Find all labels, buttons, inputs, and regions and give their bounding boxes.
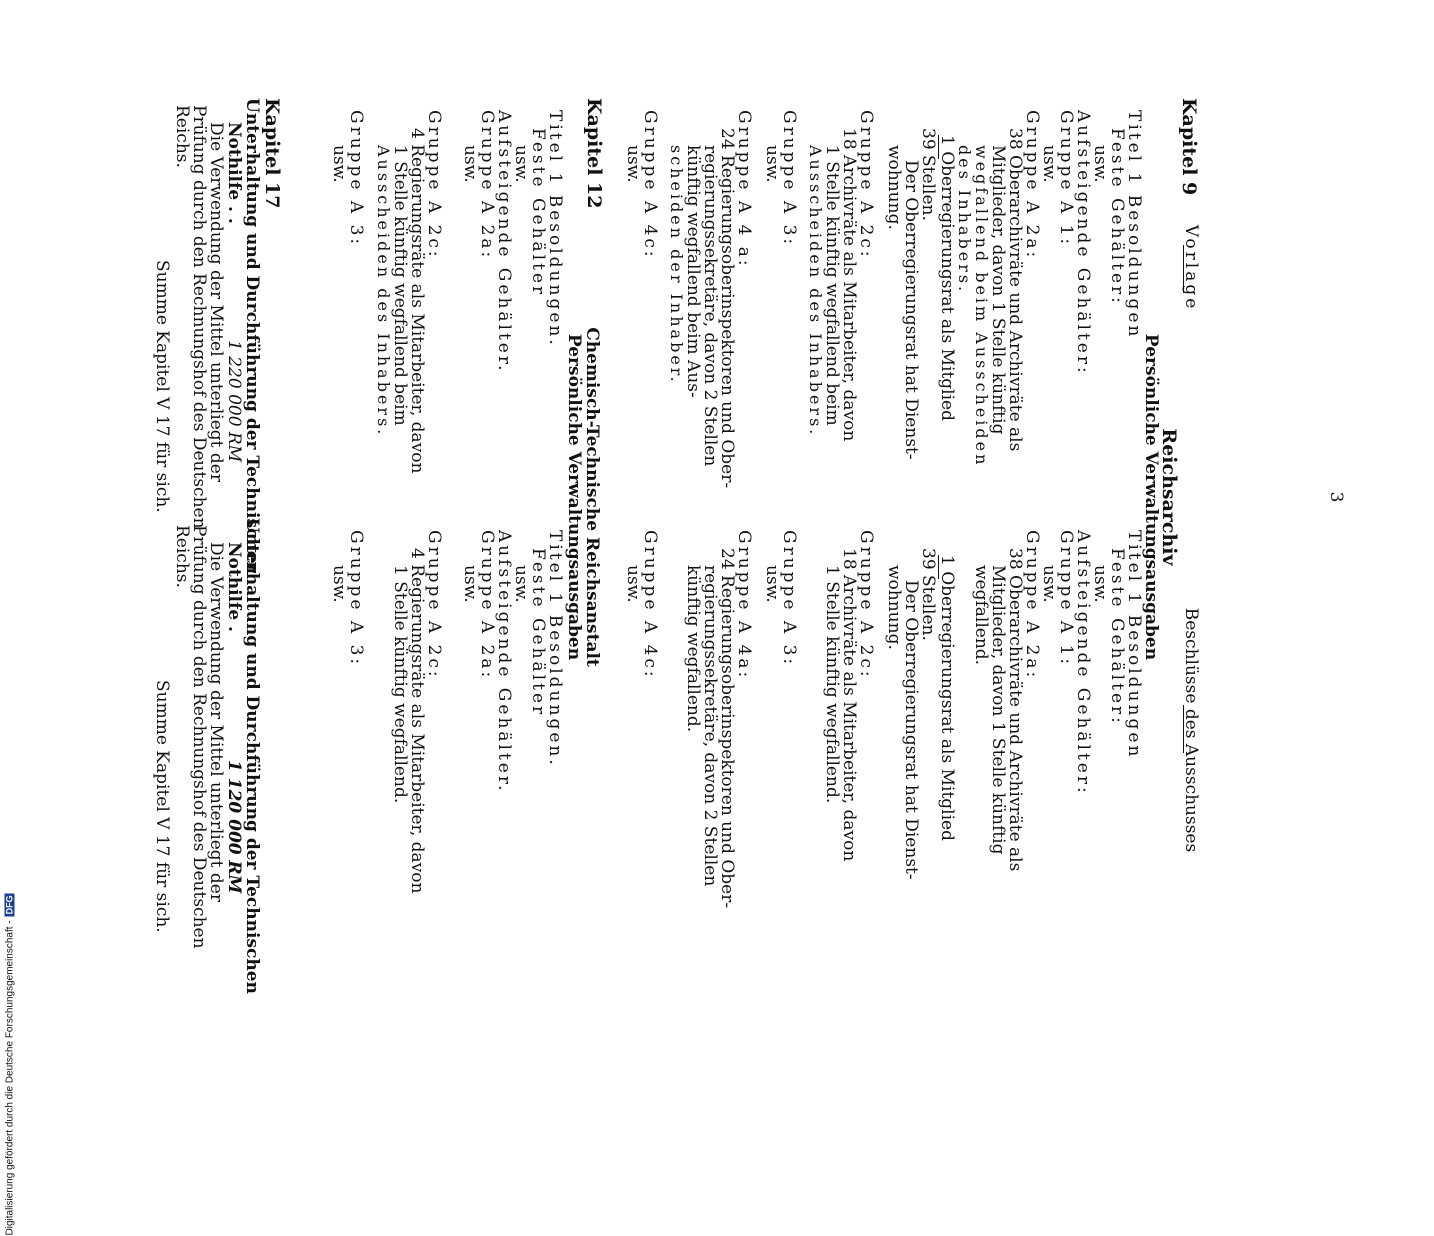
left-ch9-ga2a: Gruppe A 2a:	[1022, 110, 1042, 261]
left-ch9-usw1: usw.	[1090, 145, 1110, 183]
right-ch9-aufst: Aufsteigende Gehälter:	[1073, 530, 1093, 796]
right-ch9-ga1: Gruppe A 1:	[1056, 530, 1076, 668]
left-ch9-ga4a: Gruppe A 4 a:	[734, 110, 754, 269]
digitization-note: Digitalisierung gefördert durch die Deutsche Forschungsgemeinschaft -	[4, 920, 16, 1236]
right-ch12-ga3: Gruppe A 3:	[346, 530, 366, 668]
right-ch12-usw1: usw.	[511, 565, 531, 603]
left-ch9-ldw2: wohnung.	[884, 145, 904, 230]
right-ch9-usw2: usw.	[1039, 565, 1059, 603]
right-ch12-feste: Feste Gehälter	[528, 548, 548, 718]
kapitel-12-subtitle: Persönliche Verwaltungsausgaben	[564, 333, 584, 661]
left-ch9-l18b: 1 Stelle künftig wegfallend beim	[822, 145, 842, 426]
right-ch9-ga3: Gruppe A 3:	[779, 530, 799, 668]
left-ch9-ldw1: Der Oberregierungsrat hat Dienst-	[901, 160, 921, 460]
left-ch9-usw3: usw.	[762, 145, 782, 183]
right-ch9-l18b: 1 Stelle künftig wegfallend.	[822, 565, 842, 804]
left-column-heading: Vorlage	[1181, 224, 1201, 312]
kapitel-17-label: Kapitel 17	[261, 98, 283, 209]
left-ch12-ga2a: Gruppe A 2a:	[477, 110, 497, 261]
left-ch12-feste: Feste Gehälter	[528, 128, 548, 298]
right-ch17-l2a: Nothilfe .	[224, 542, 244, 632]
right-ch9-sum-rule	[938, 555, 939, 579]
left-ch9-sum-rule	[938, 135, 939, 159]
left-ch12-usw1: usw.	[511, 145, 531, 183]
right-ch17-l5: Reichs.	[172, 525, 192, 588]
left-ch9-titel: Titel 1 Besoldungen	[1124, 110, 1144, 340]
right-ch17-l1: Unterhaltung und Durchführung der Technischen	[242, 518, 262, 994]
left-ch17-l3: Die Verwendung der Mittel unterliegt der	[206, 122, 226, 482]
left-ch9-aufst: Aufsteigende Gehälter:	[1073, 110, 1093, 376]
left-ch9-l24a: 24 Regierungsoberinspektoren und Ober-	[717, 128, 737, 489]
right-ch12-titel: Titel 1 Besoldungen.	[545, 530, 565, 768]
right-ch17-sum: Summe Kapitel V 17 für sich.	[152, 680, 172, 933]
dfg-logo: DFG	[4, 895, 15, 915]
left-ch9-feste: Feste Gehälter:	[1107, 128, 1127, 306]
right-ch9-l1: 1 Oberregierungsrat als Mitglied	[937, 555, 957, 841]
left-ch9-l38b: Mitglieder, davon 1 Stelle künftig	[988, 145, 1008, 435]
right-ch9-l38b: Mitglieder, davon 1 Stelle künftig	[988, 565, 1008, 855]
left-ch17-l5: Reichs.	[172, 105, 192, 168]
left-ch12-usw2: usw.	[460, 145, 480, 183]
left-ch9-ga1: Gruppe A 1:	[1056, 110, 1076, 248]
left-ch12-l4c: Ausscheiden des Inhabers.	[374, 145, 393, 438]
left-ch9-l38d: des Inhabers.	[955, 145, 974, 295]
right-ch9-l39: 39 Stellen.	[918, 548, 938, 641]
kapitel-12-title: Chemisch-Technische Reichsanstalt	[582, 327, 602, 667]
right-ch17-l4: Prüfung durch den Rechnungshof des Deutschen	[189, 525, 209, 949]
kapitel-9-label: Kapitel 9	[1178, 98, 1200, 196]
left-ch12-titel: Titel 1 Besoldungen.	[545, 110, 565, 348]
kapitel-9-subtitle: Persönliche Verwaltungsausgaben	[1141, 333, 1161, 661]
left-ch12-usw3: usw.	[329, 145, 349, 183]
left-ch17-sum: Summe Kapitel V 17 für sich.	[152, 260, 172, 513]
left-ch9-usw4: usw.	[623, 145, 643, 183]
right-ch9-l38a: 38 Oberarchivräte und Archivräte als	[1005, 548, 1025, 872]
right-ch9-usw1: usw.	[1090, 565, 1110, 603]
left-ch9-l38c: wegfallend beim Ausscheiden	[972, 145, 991, 468]
left-ch9-l38a: 38 Oberarchivräte und Archivräte als	[1005, 128, 1025, 452]
right-ch12-l4a: 4 Regierungsräte als Mitarbeiter, davon	[407, 548, 427, 894]
right-ch9-l38c: wegfallend.	[971, 565, 991, 666]
left-ch12-ga2c: Gruppe A 2c:	[424, 110, 444, 260]
right-ch9-ga4c: Gruppe A 4c:	[640, 530, 660, 680]
left-ch9-l24d: scheiden der Inhaber.	[667, 145, 686, 385]
right-ch12-aufst: Aufsteigende Gehälter.	[494, 530, 514, 794]
left-ch12-l4b: 1 Stelle künftig wegfallend beim	[390, 145, 410, 426]
left-ch12-ga3: Gruppe A 3:	[346, 110, 366, 248]
right-ch12-usw3: usw.	[329, 565, 349, 603]
left-ch17-l4: Prüfung durch den Rechnungshof des Deutschen	[189, 105, 209, 529]
left-ch12-aufst: Aufsteigende Gehälter.	[494, 110, 514, 374]
left-ch17-l2a: Nothilfe . .	[224, 122, 244, 224]
right-ch9-ga2c: Gruppe A 2c:	[856, 530, 876, 680]
left-ch9-l18c: Ausscheiden des Inhabers.	[806, 145, 825, 438]
left-ch9-usw2: usw.	[1039, 145, 1059, 183]
left-ch9-l18a: 18 Archivräte als Mitarbeiter, davon	[839, 128, 859, 442]
right-ch17-l3: Die Verwendung der Mittel unterliegt der	[206, 542, 226, 902]
left-ch17-l1: Unterhaltung und Durchführung der Technischen	[242, 98, 262, 574]
right-ch9-l18a: 18 Archivräte als Mitarbeiter, davon	[839, 548, 859, 862]
right-ch9-usw4: usw.	[623, 565, 643, 603]
right-ch9-ldw1: Der Oberregierungsrat hat Dienst-	[901, 580, 921, 880]
kapitel-12-label: Kapitel 12	[583, 98, 605, 209]
right-ch9-feste: Feste Gehälter:	[1107, 548, 1127, 726]
digitization-footer	[0, 0, 20, 1236]
left-ch9-ga4c: Gruppe A 4c:	[640, 110, 660, 260]
right-ch9-titel: Titel 1 Besoldungen	[1124, 530, 1144, 760]
left-ch9-l24c: künftig wegfallend beim Aus-	[683, 145, 703, 398]
right-ch9-usw3: usw.	[762, 565, 782, 603]
left-ch9-l24b: regierungssekretäre, davon 2 Stellen	[700, 145, 720, 467]
left-ch9-l39: 39 Stellen.	[918, 128, 938, 221]
right-ch12-l4b: 1 Stelle künftig wegfallend.	[390, 565, 410, 804]
right-ch9-ldw2: wohnung.	[884, 565, 904, 650]
kapitel-9-title: Reichsarchiv	[1158, 428, 1180, 566]
right-column-heading: Beschlüsse des Ausschusses	[1181, 607, 1201, 853]
right-ch9-ga2a: Gruppe A 2a:	[1022, 530, 1042, 681]
right-ch9-ga4a: Gruppe A 4a:	[734, 530, 754, 681]
left-heading-rule	[1183, 245, 1184, 293]
page-number: 3	[1326, 491, 1346, 503]
left-ch9-ga3: Gruppe A 3:	[779, 110, 799, 248]
left-ch12-l4a: 4 Regierungsräte als Mitarbeiter, davon	[407, 128, 427, 474]
right-ch9-l24b: regierungssekretäre, davon 2 Stellen	[700, 565, 720, 887]
right-ch9-l24a: 24 Regierungsoberinspektoren und Ober-	[717, 548, 737, 909]
left-ch9-ga2c: Gruppe A 2c:	[856, 110, 876, 260]
right-heading-rule	[1183, 705, 1184, 753]
right-ch12-usw2: usw.	[460, 565, 480, 603]
right-ch17-l2b: 1 120 000 RM	[224, 760, 244, 894]
right-ch12-ga2c: Gruppe A 2c:	[424, 530, 444, 680]
left-ch17-l2b: 1 220 000 RM	[224, 340, 244, 463]
left-ch9-l1: 1 Oberregierungsrat als Mitglied	[937, 135, 957, 421]
right-ch12-ga2a: Gruppe A 2a:	[477, 530, 497, 681]
right-ch9-l24c: künftig wegfallend.	[683, 565, 703, 733]
